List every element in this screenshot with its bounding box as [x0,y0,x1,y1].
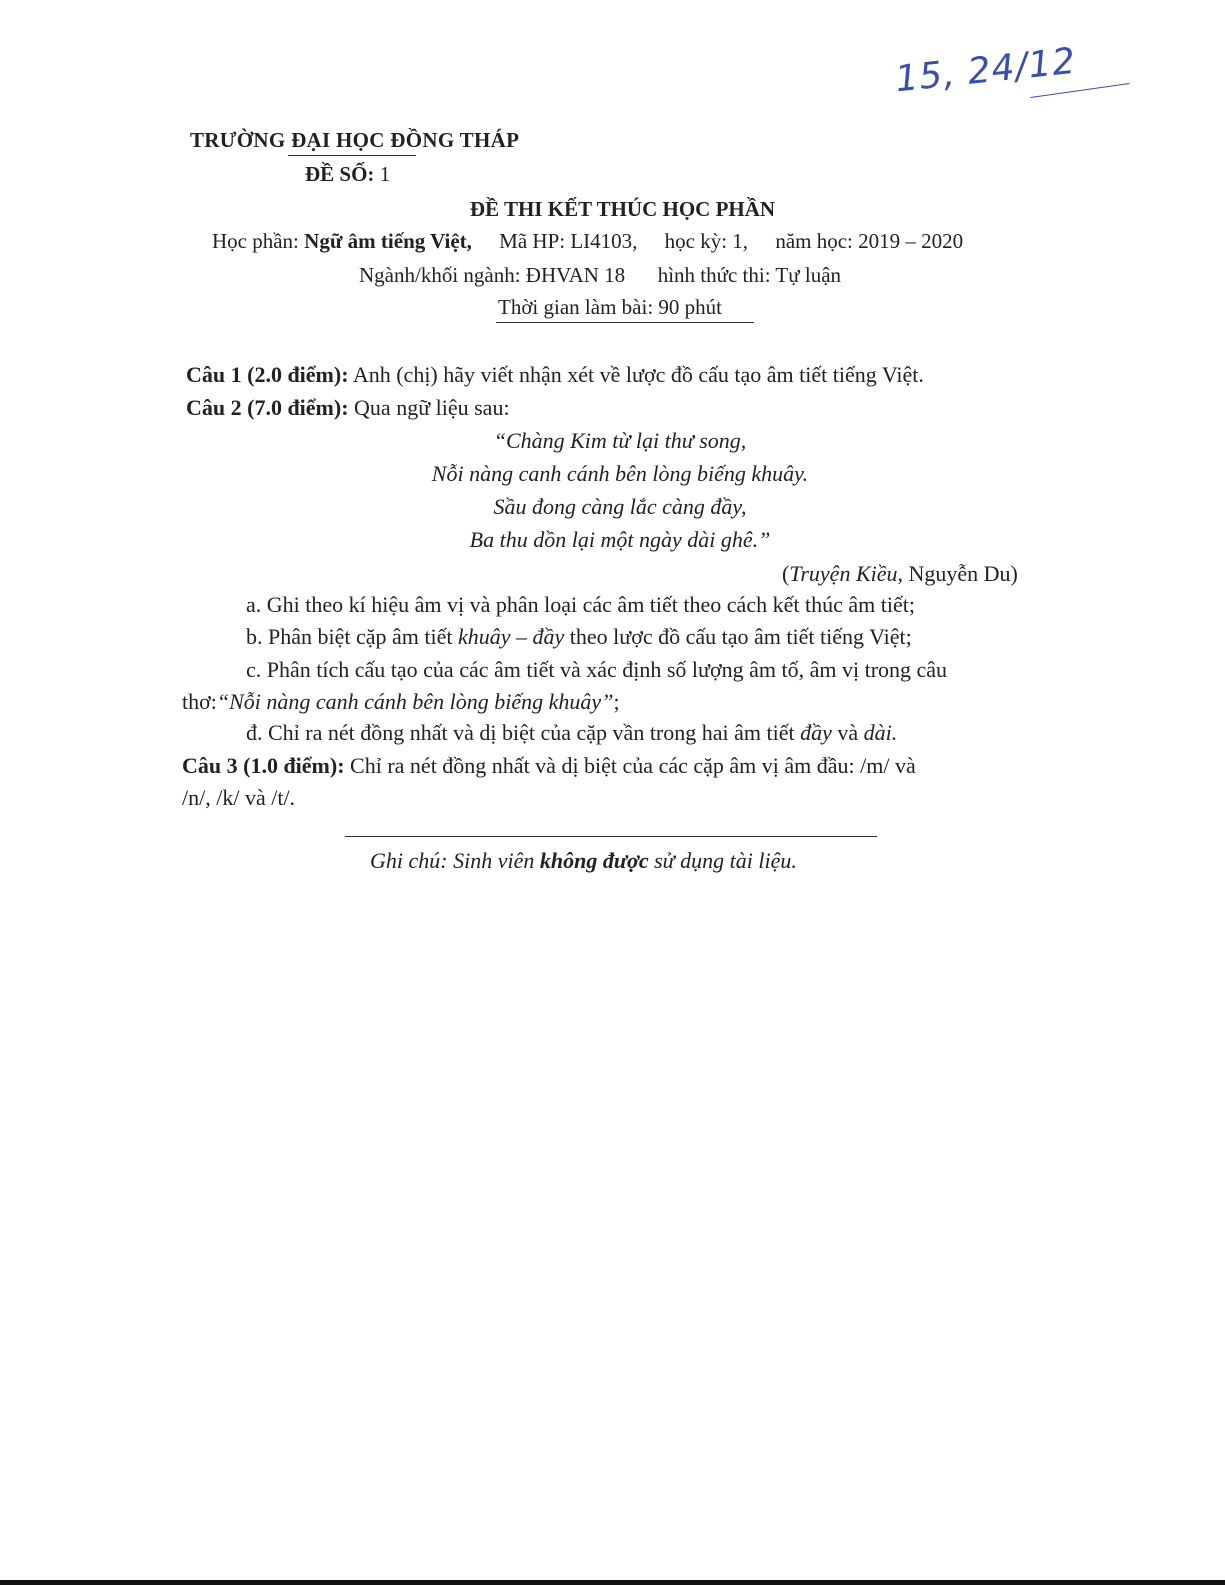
course-label: Học phần: [212,229,299,253]
sub-question-c-line1: c. Phân tích cấu tạo của các âm tiết và xác định số lượng âm tố, âm vị trong câu [246,657,948,682]
sub-b-suffix: theo lược đồ cấu tạo âm tiết tiếng Việt; [569,624,912,649]
sub-d-and: và [837,720,859,745]
sub-d-word2: dài. [863,720,898,745]
sub-c-quote: “Nỗi nàng canh cánh bên lòng biếng khuây” [216,689,614,714]
handwritten-underline [1030,83,1129,98]
poem-line: Ba thu dồn lại một ngày dài ghê.” [469,527,771,552]
sub-b-words: khuây – đầy [458,624,565,649]
sub-c-prefix: thơ: [182,689,217,714]
course-name: Ngữ âm tiếng Việt, [304,229,472,253]
sub-d-word1: đầy [800,720,832,745]
exam-number [305,162,390,187]
scan-bottom-edge [0,1580,1225,1585]
poem-line: Sầu đong càng lắc càng đầy, [493,494,747,519]
exam-title: ĐỀ THI KẾT THÚC HỌC PHẦN [469,197,776,221]
school-name: TRƯỜNG ĐẠI HỌC ĐỒNG THÁP [190,128,520,152]
question-3 [182,753,916,779]
question-3-line2: /n/, /k/ và /t/. [182,785,296,810]
poem-source: (Truyện Kiều, Nguyễn Du) [782,561,1018,586]
course-info [212,229,963,254]
source-title: Truyện Kiều [789,561,898,586]
question-2-text: Qua ngữ liệu sau: [354,395,510,420]
school-year: năm học: 2019 – 2020 [775,229,964,253]
note-prefix: Ghi chú: Sinh viên [370,848,535,873]
question-2 [186,395,510,421]
question-1 [186,362,924,388]
exam-number-label: ĐỀ SỐ: [305,162,375,186]
major: Ngành/khối ngành: ĐHVAN 18 [359,263,626,287]
course-code: Mã HP: LI4103, [499,229,638,253]
question-3-line1: Chỉ ra nét đồng nhất và dị biệt của các cặp âm vị âm đầu: /m/ và [350,753,916,778]
school-underline [288,155,416,156]
duration-underline [496,322,754,323]
sub-c-end: ; [613,689,620,714]
sub-b-prefix: b. Phân biệt cặp âm tiết [246,624,453,649]
exam-number-value: 1 [379,162,391,186]
exam-form: hình thức thi: Tự luận [657,263,842,287]
duration: Thời gian làm bài: 90 phút [498,295,722,319]
question-1-label: Câu 1 (2.0 điểm): [186,362,349,387]
sub-question-a: a. Ghi theo kí hiệu âm vị và phân loại các âm tiết theo cách kết thúc âm tiết; [246,592,915,617]
source-author: Nguyễn Du [908,561,1011,586]
footer-note [370,848,797,874]
poem-line: Nỗi nàng canh cánh bên lòng biếng khuây. [431,461,809,486]
sub-question-d [246,720,897,746]
note-bold: không được [539,848,649,873]
question-2-label: Câu 2 (7.0 điểm): [186,395,349,420]
footer-divider [345,836,877,837]
handwritten-note: 15, 24/12 [893,40,1079,101]
note-suffix: sử dụng tài liệu. [654,848,797,873]
major-info [359,263,841,288]
poem-line: “Chàng Kim từ lại thư song, [493,428,747,453]
sub-question-c-line2 [182,689,620,715]
sub-question-b [246,624,912,650]
question-1-text: Anh (chị) hãy viết nhận xét về lược đồ cấu tạo âm tiết tiếng Việt. [352,362,924,387]
semester: học kỳ: 1, [664,229,749,253]
sub-d-prefix: đ. Chỉ ra nét đồng nhất và dị biệt của cặp vần trong hai âm tiết [246,720,795,745]
question-3-label: Câu 3 (1.0 điểm): [182,753,345,778]
